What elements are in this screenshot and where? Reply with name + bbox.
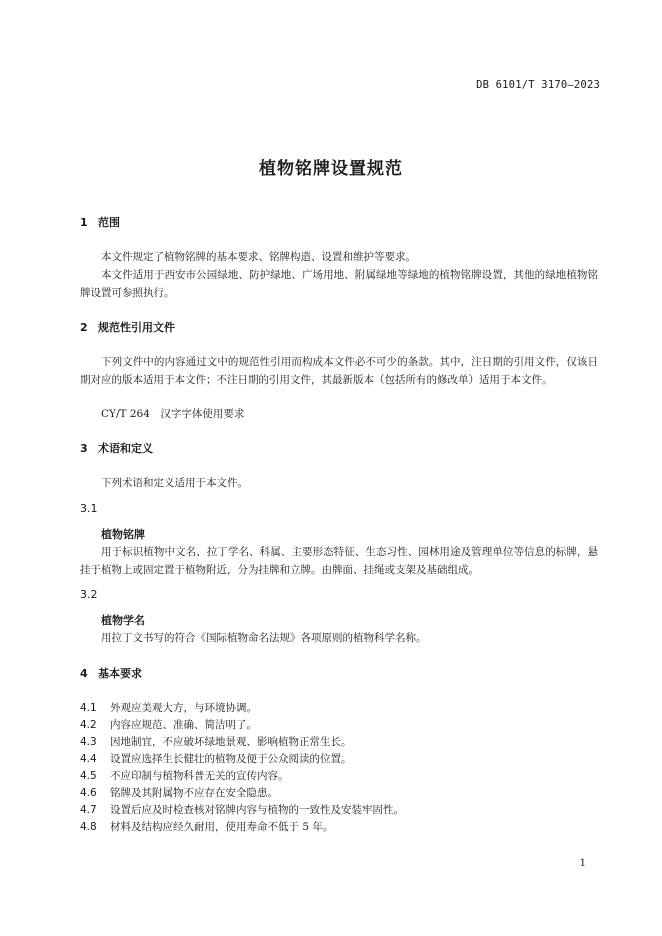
term-name: 植物铭牌: [101, 528, 145, 541]
term-number: 3.1: [80, 502, 98, 515]
requirement-text: 铭牌及其附属物不应存在安全隐患。: [110, 787, 278, 799]
requirement-text: 外观应美观大方，与环境协调。: [110, 702, 257, 714]
section-title: 术语和定义: [98, 442, 153, 455]
requirement-number: 4.7: [80, 804, 97, 816]
requirement-number: 4.8: [80, 821, 97, 833]
document-number: DB 6101/T 3170—2023: [476, 79, 600, 91]
requirement-text: 材料及结构应经久耐用，使用寿命不低于 5 年。: [110, 821, 334, 833]
requirement-item: [80, 784, 278, 802]
requirement-item: [80, 716, 257, 734]
section-title: 规范性引用文件: [98, 321, 175, 334]
term-definition: 用于标识植物中文名、拉丁学名、科属、主要形态特征、生态习性、园林用途及管理单位等信息的标牌，悬挂于植物上或固定置于植物附近，分为挂牌和立牌。由牌面、挂绳或支架及基础组成。: [80, 546, 598, 576]
requirement-item: [80, 699, 257, 717]
section-heading-basic-requirements: [80, 665, 142, 681]
paragraph: 下列文件中的内容通过文中的规范性引用而构成本文件必不可少的条款。其中，注日期的引用文件，仅该日期对应的版本适用于本文件；不注日期的引用文件，其最新版本（包括所有的修改单）适用于本文件。: [80, 356, 598, 386]
term-name: 植物学名: [101, 614, 145, 627]
paragraph: 本文件规定了植物铭牌的基本要求、铭牌构造、设置和维护等要求。: [101, 251, 416, 263]
requirement-text: 内容应规范、准确、简洁明了。: [110, 719, 257, 731]
requirement-text: 设置后应及时检查核对铭牌内容与植物的一致性及安装牢固性。: [110, 804, 404, 816]
paragraph: 本文件适用于西安市公园绿地、防护绿地、广场用地、附属绿地等绿地的植物铭牌设置，其他的绿地植物铭牌设置可参照执行。: [80, 269, 598, 299]
section-heading-scope: [80, 214, 120, 230]
section-number: 4: [80, 667, 88, 680]
section-title: 范围: [98, 216, 120, 229]
requirement-number: 4.3: [80, 736, 97, 748]
term-number: 3.2: [80, 588, 98, 601]
requirement-item: [80, 750, 352, 768]
requirement-item: [80, 767, 289, 785]
section-heading-normative-references: [80, 319, 175, 335]
requirement-item: [80, 733, 352, 751]
requirement-number: 4.2: [80, 719, 97, 731]
requirement-item: [80, 818, 333, 836]
section-number: 3: [80, 442, 88, 455]
section-heading-terms: [80, 440, 153, 456]
page-number: 1: [579, 858, 586, 869]
requirement-number: 4.4: [80, 753, 97, 765]
section-number: 2: [80, 321, 88, 334]
requirement-number: 4.1: [80, 702, 97, 714]
reference-item: CY/T 264 汉字字体使用要求: [101, 408, 245, 420]
requirement-text: 设置应选择生长健壮的植物及便于公众阅读的位置。: [110, 753, 352, 765]
paragraph: 下列术语和定义适用于本文件。: [101, 477, 248, 489]
requirement-number: 4.6: [80, 787, 97, 799]
document-title: 植物铭牌设置规范: [259, 159, 403, 179]
term-definition: 用拉丁文书写的符合《国际植物命名法规》各项原则的植物科学名称。: [101, 632, 427, 644]
requirement-text: 因地制宜，不应破坏绿地景观、影响植物正常生长。: [110, 736, 352, 748]
section-title: 基本要求: [98, 667, 142, 680]
requirement-number: 4.5: [80, 770, 97, 782]
section-number: 1: [80, 216, 88, 229]
requirement-item: [80, 801, 404, 819]
requirement-text: 不应印制与植物科普无关的宣传内容。: [110, 770, 289, 782]
